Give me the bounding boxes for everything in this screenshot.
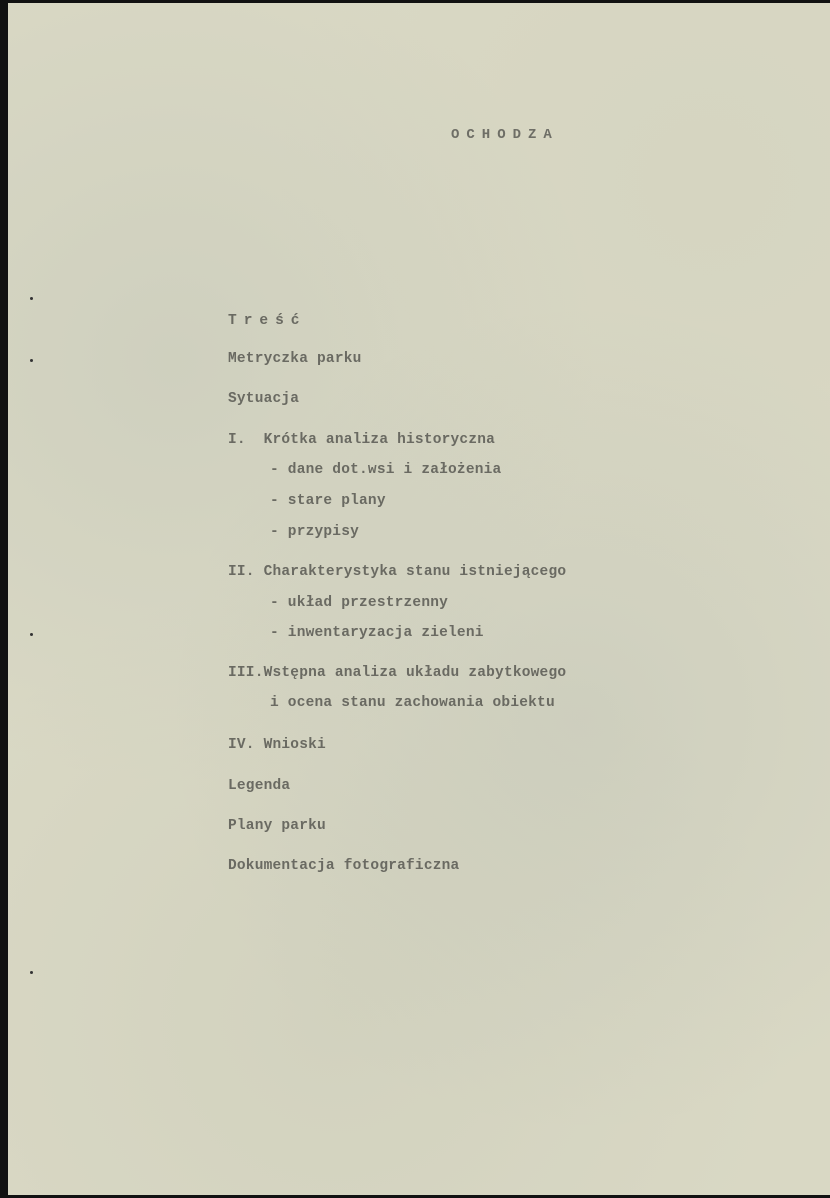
document-title: OCHODZA bbox=[451, 127, 559, 143]
toc-heading: Treść bbox=[228, 313, 307, 329]
speck-mark bbox=[30, 971, 33, 974]
toc-item: Metryczka parku bbox=[228, 351, 362, 367]
toc-subitem: - stare plany bbox=[270, 493, 386, 509]
toc-section: IV. Wnioski bbox=[228, 737, 326, 753]
toc-item: Dokumentacja fotograficzna bbox=[228, 858, 460, 874]
toc-subitem: - układ przestrzenny bbox=[270, 595, 449, 611]
toc-section: II. Charakterystyka stanu istniejącego bbox=[228, 564, 567, 580]
toc-item: Plany parku bbox=[228, 818, 326, 834]
toc-subitem: - przypisy bbox=[270, 524, 360, 540]
scanned-page bbox=[8, 3, 830, 1195]
toc-subitem: - dane dot.wsi i założenia bbox=[270, 462, 502, 478]
toc-section: I. Krótka analiza historyczna bbox=[228, 432, 496, 448]
speck-mark bbox=[30, 633, 33, 636]
toc-subitem: - inwentaryzacja zieleni bbox=[270, 625, 484, 641]
toc-item: Sytuacja bbox=[228, 391, 300, 407]
toc-section: III.Wstępna analiza układu zabytkowego bbox=[228, 665, 567, 681]
toc-item: Legenda bbox=[228, 778, 291, 794]
speck-mark bbox=[30, 297, 33, 300]
toc-section-continuation: i ocena stanu zachowania obiektu bbox=[270, 695, 555, 711]
speck-mark bbox=[30, 359, 33, 362]
